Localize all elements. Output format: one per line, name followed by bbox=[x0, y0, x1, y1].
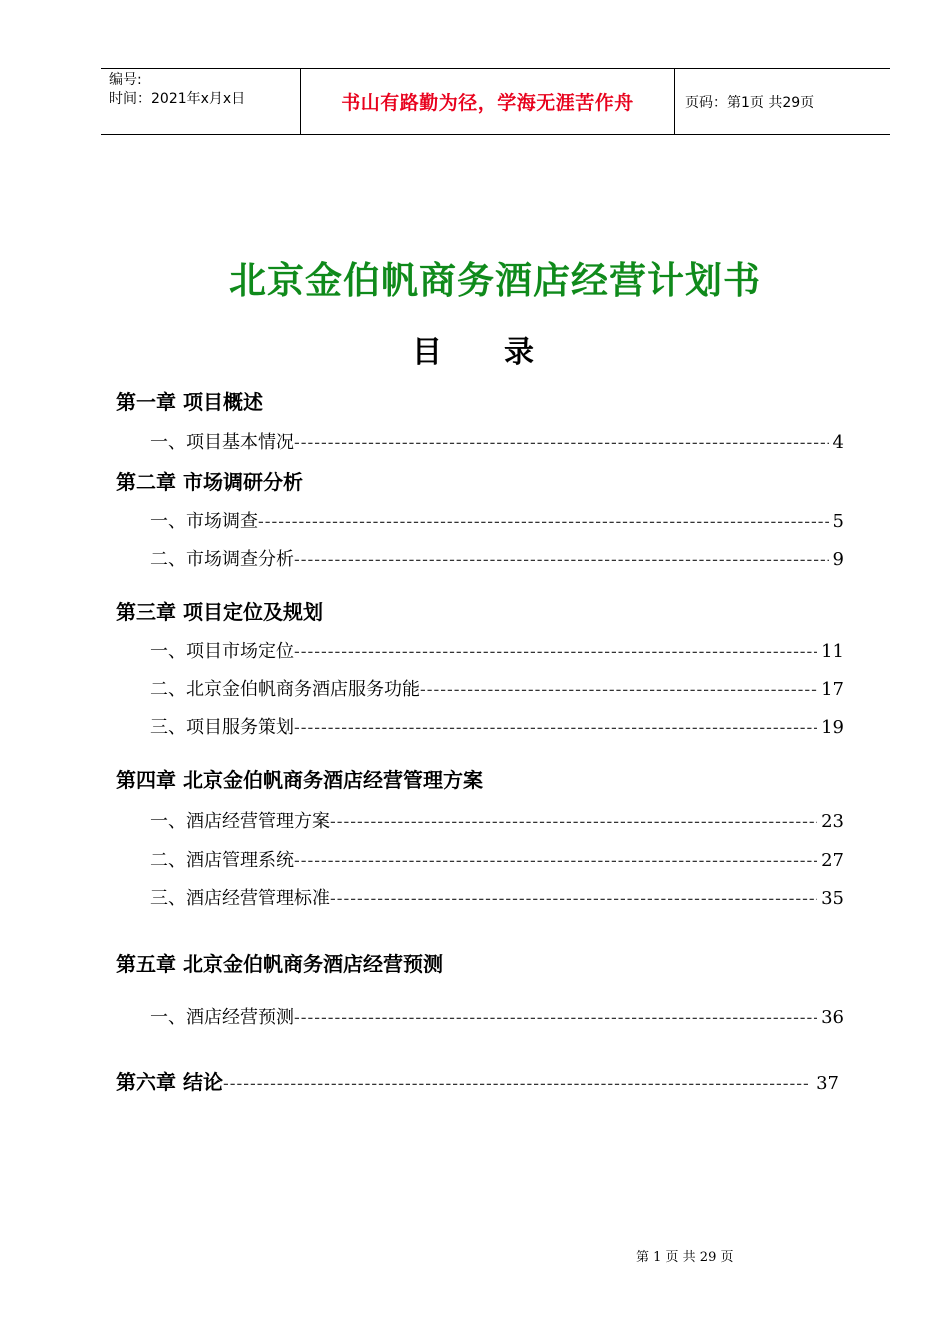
toc-chapter-3[interactable]: 第三章 项目定位及规划 bbox=[116, 600, 323, 624]
toc-leader bbox=[330, 889, 817, 909]
toc-entry-page: 5 bbox=[832, 511, 844, 532]
toc-entry[interactable] bbox=[150, 675, 844, 701]
toc-entry-page: 17 bbox=[821, 679, 844, 700]
toc-leader bbox=[294, 1008, 817, 1028]
toc-entry[interactable] bbox=[150, 1003, 844, 1029]
toc-entry-page: 27 bbox=[821, 850, 844, 871]
toc-entry-label: 一、市场调查 bbox=[150, 511, 258, 532]
toc-chapter-6[interactable] bbox=[116, 1066, 839, 1095]
toc-leader bbox=[330, 812, 817, 832]
header-time-label: 时间：2021年x月x日 bbox=[109, 91, 246, 107]
toc-entry[interactable] bbox=[150, 637, 844, 663]
toc-leader bbox=[294, 642, 817, 662]
toc-chapter-1[interactable]: 第一章 项目概述 bbox=[116, 390, 263, 414]
toc-heading bbox=[412, 327, 534, 371]
toc-entry-label: 一、酒店经营预测 bbox=[150, 1007, 294, 1028]
toc-leader bbox=[294, 851, 817, 871]
toc-leader bbox=[294, 718, 817, 738]
toc-chapter-6-label: 第六章 结论 bbox=[116, 1070, 223, 1094]
toc-chapter-5[interactable]: 第五章 北京金伯帆商务酒店经营预测 bbox=[116, 952, 443, 976]
toc-entry-page: 35 bbox=[821, 888, 844, 909]
header-motto: 书山有路勤为径，学海无涯苦作舟 bbox=[341, 92, 634, 114]
toc-entry-page: 19 bbox=[821, 717, 844, 738]
toc-entry[interactable] bbox=[150, 545, 844, 571]
toc-entry-label: 一、项目基本情况 bbox=[150, 432, 294, 453]
header-motto-cell bbox=[301, 69, 675, 134]
toc-entry[interactable] bbox=[150, 884, 844, 910]
page-header bbox=[101, 68, 890, 135]
toc-entry-label: 三、酒店经营管理标准 bbox=[150, 888, 330, 909]
toc-entry[interactable] bbox=[150, 428, 844, 454]
toc-leader bbox=[294, 433, 829, 453]
page-footer: 第 1 页 共 29 页 bbox=[636, 1250, 734, 1265]
toc-entry-label: 二、市场调查分析 bbox=[150, 549, 294, 570]
toc-entry-page: 36 bbox=[821, 1007, 844, 1028]
toc-entry-label: 一、酒店经营管理方案 bbox=[150, 811, 330, 832]
document-title: 北京金伯帆商务酒店经营计划书 bbox=[229, 258, 761, 302]
toc-entry-label: 三、项目服务策划 bbox=[150, 717, 294, 738]
toc-entry[interactable] bbox=[150, 507, 844, 533]
toc-entry-page: 4 bbox=[832, 432, 844, 453]
toc-entry-label: 一、项目市场定位 bbox=[150, 641, 294, 662]
header-page-info: 页码：第1页 共29页 bbox=[685, 94, 815, 111]
toc-leader bbox=[223, 1074, 810, 1094]
toc-entry-label: 二、酒店管理系统 bbox=[150, 850, 294, 871]
toc-entry-label: 二、北京金伯帆商务酒店服务功能 bbox=[150, 679, 420, 700]
toc-chapter-4[interactable]: 第四章 北京金伯帆商务酒店经营管理方案 bbox=[116, 768, 483, 792]
toc-leader bbox=[258, 512, 829, 532]
toc-chapter-6-page: 37 bbox=[816, 1073, 839, 1094]
header-meta bbox=[101, 69, 301, 134]
toc-entry[interactable] bbox=[150, 846, 844, 872]
toc-leader bbox=[420, 680, 817, 700]
toc-chapter-2[interactable]: 第二章 市场调研分析 bbox=[116, 470, 303, 494]
toc-entry[interactable] bbox=[150, 713, 844, 739]
toc-leader bbox=[294, 550, 829, 570]
toc-entry-page: 9 bbox=[832, 549, 844, 570]
toc-heading-left: 目 bbox=[412, 335, 442, 370]
header-number-label: 编号: bbox=[109, 72, 142, 88]
toc-heading-right: 录 bbox=[504, 335, 534, 370]
toc-entry-page: 23 bbox=[821, 811, 844, 832]
toc-entry-page: 11 bbox=[821, 641, 844, 662]
toc-entry[interactable] bbox=[150, 807, 844, 833]
